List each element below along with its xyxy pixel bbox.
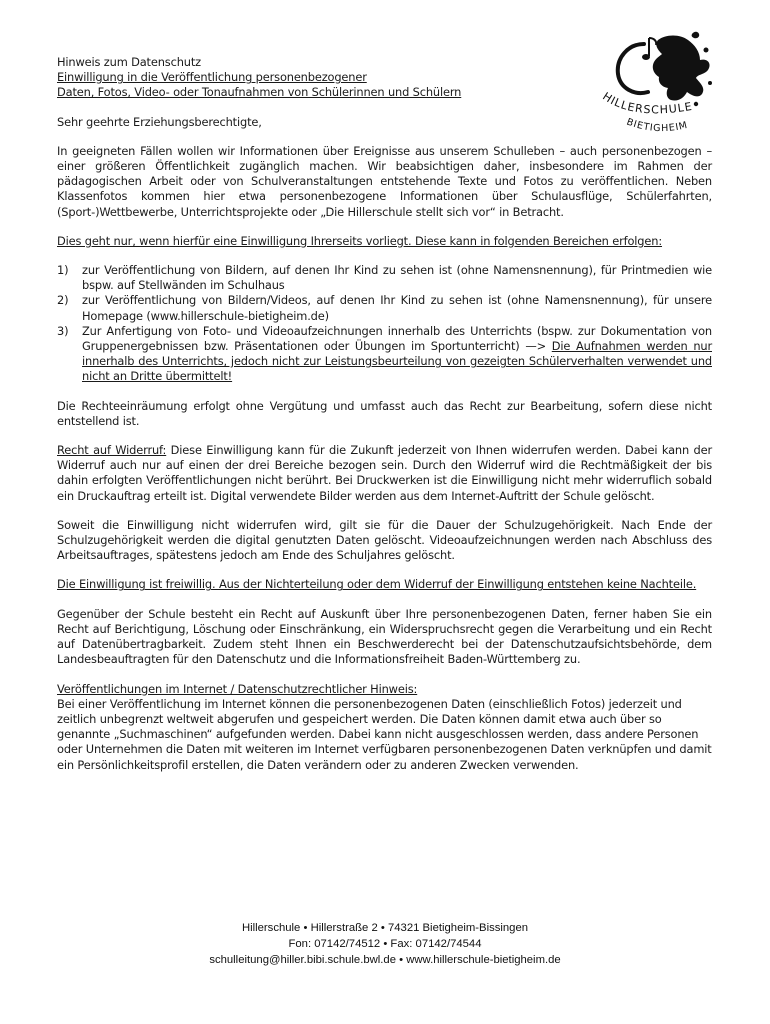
- consent-item-number: 2): [57, 293, 69, 308]
- consent-item: [57, 324, 712, 385]
- voluntary-paragraph: Die Einwilligung ist freiwillig. Aus der Nichterteilung oder dem Widerruf der Einwilligung entstehen keine Nachteile.: [57, 577, 697, 592]
- consent-item-text: zur Veröffentlichung von Bildern/Videos, auf denen Ihr Kind zu sehen ist (ohne Namensnennung), für unsere Homepage (www.hillerschule-bietigheim.de): [82, 293, 712, 323]
- internet-heading: Veröffentlichungen im Internet / Datenschutzrechtlicher Hinweis:: [57, 681, 418, 696]
- internet-text: Bei einer Veröffentlichung im Internet können die personenbezogenen Daten (einschließlich Fotos) jederzeit und zeitlich unbegrenzt weltweit abgerufen und gespeichert werden. Die Daten können damit etwa auch über so genannte „Suchmaschinen“ aufgefunden werden. Dabei kann nicht ausgeschlossen werden, dass andere Personen oder Unternehmen die Daten mit weiteren im Internet verfügbaren personenbezogenen Daten verknüpfen und damit ein Persönlichkeitsprofil erstellen, die Daten verändern oder zu anderen Zwecken verwenden.: [57, 696, 712, 772]
- rights-info-paragraph: Gegenüber der Schule besteht ein Recht auf Auskunft über Ihre personenbezogenen Daten, ferner haben Sie ein Recht auf Berichtigung, Löschung oder Einschränkung, ein Widerspruchsrecht gegen die Verarbeitung und ein Recht auf Datenübertragbarkeit. Zudem steht Ihnen ein Beschwerderecht bei der Datenschutzaufsichtsbehörde, dem Landesbeauftragten für den Datenschutz und die Informationsfreiheit Baden-Württemberg zu.: [57, 606, 712, 667]
- intro-paragraph: In geeigneten Fällen wollen wir Informationen über Ereignisse aus unserem Schulleben – auch personenbezogen – einer größeren Öffentlichkeit zugänglich machen. Wir beabsichtigen daher, insbesondere im Rahmen der pädagogischen Arbeit oder von Schulveranstaltungen entstehende Texte und Fotos zu veröffentlichen. Neben Klassenfotos kommen hier etwa personenbezogene Informationen über Schulausflüge, Schülerfahrten, (Sport-)Wettbewerbe, Unterrichtsprojekte oder „Die Hillerschule stellt sich vor“ in Betracht.: [57, 143, 712, 219]
- consent-item-number: 1): [57, 263, 69, 278]
- footer-address: Hillerschule • Hillerstraße 2 • 74321 Bietigheim-Bissingen: [241, 922, 529, 934]
- header-subtitle-2: Daten, Fotos, Video- oder Tonaufnahmen von Schülerinnen und Schülern: [57, 85, 462, 100]
- consent-items-list: [57, 263, 712, 385]
- consent-item-text: Zur Anfertigung von Foto- und Videoaufzeichnungen innerhalb des Unterrichts (bspw. zur Dokumentation von Gruppenergebnissen bzw. Präsentationen oder Übungen im Sportunterricht) —>: [82, 323, 712, 354]
- footer-phone: Fon: 07142/74512 • Fax: 07142/74544: [288, 938, 482, 950]
- footer-contact: schulleitung@hiller.bibi.schule.bwl.de • www.hillerschule-bietigheim.de: [209, 954, 561, 966]
- header-subtitle-1: Einwilligung in die Veröffentlichung personenbezogener: [57, 70, 367, 85]
- duration-paragraph: Soweit die Einwilligung nicht widerrufen wird, gilt sie für die Dauer der Schulzugehörigkeit. Nach Ende der Schulzugehörigkeit werden die digital genutzten Daten gelöscht. Videoaufzeichnungen werden nach Abschluss des Arbeitsauftrages, spätestens jedoch am Ende des Schuljahres gelöscht.: [57, 517, 712, 563]
- consent-heading: Dies geht nur, wenn hierfür eine Einwilligung Ihrerseits vorliegt. Diese kann in folgenden Bereichen erfolgen:: [57, 233, 663, 248]
- consent-item-number: 3): [57, 323, 69, 338]
- document-body: [57, 55, 712, 773]
- widerruf-label: Recht auf Widerruf:: [57, 443, 167, 458]
- widerruf-paragraph: [57, 443, 712, 504]
- consent-item-text: zur Veröffentlichung von Bildern, auf denen Ihr Kind zu sehen ist (ohne Namensnennung), für Printmedien wie bspw. auf Stellwänden im Schulhaus: [82, 263, 712, 293]
- logo-text-bietigheim: BIETIGHEIM: [624, 116, 689, 135]
- page-footer: [0, 920, 770, 968]
- salutation: Sehr geehrte Erziehungsberechtigte,: [57, 114, 262, 129]
- header-title: Hinweis zum Datenschutz: [57, 55, 201, 69]
- rights-paragraph: Die Rechteeinräumung erfolgt ohne Vergütung und umfasst auch das Recht zur Bearbeitung, sofern diese nicht entstellend ist.: [57, 398, 712, 428]
- internet-section: [57, 682, 712, 773]
- consent-item-note: Die Aufnahmen werden nur innerhalb des Unterrichts, jedoch nicht zur Leistungsbeurteilung von gezeigten Schülerverhalten verwendet und nicht an Dritte übermittelt!: [82, 339, 712, 384]
- consent-item: [57, 263, 712, 293]
- document-header: [57, 55, 712, 101]
- logo-text-hillerschule: HILLERSCHULE: [600, 89, 694, 117]
- widerruf-text: Diese Einwilligung kann für die Zukunft jederzeit von Ihnen widerrufen werden. Dabei kann der Widerruf auch nur auf einen der drei Bereiche bezogen sein. Durch den Widerruf wird die Rechtmäßigkeit der bis dahin erfolgten Veröffentlichungen nicht berührt. Bei Druckwerken ist die Einwilligung nicht mehr widerruflich sobald ein Druckauftrag erteilt ist. Digital verwendete Bilder werden aus dem Internet-Auftritt der Schule gelöscht.: [57, 443, 712, 503]
- consent-item: [57, 293, 712, 323]
